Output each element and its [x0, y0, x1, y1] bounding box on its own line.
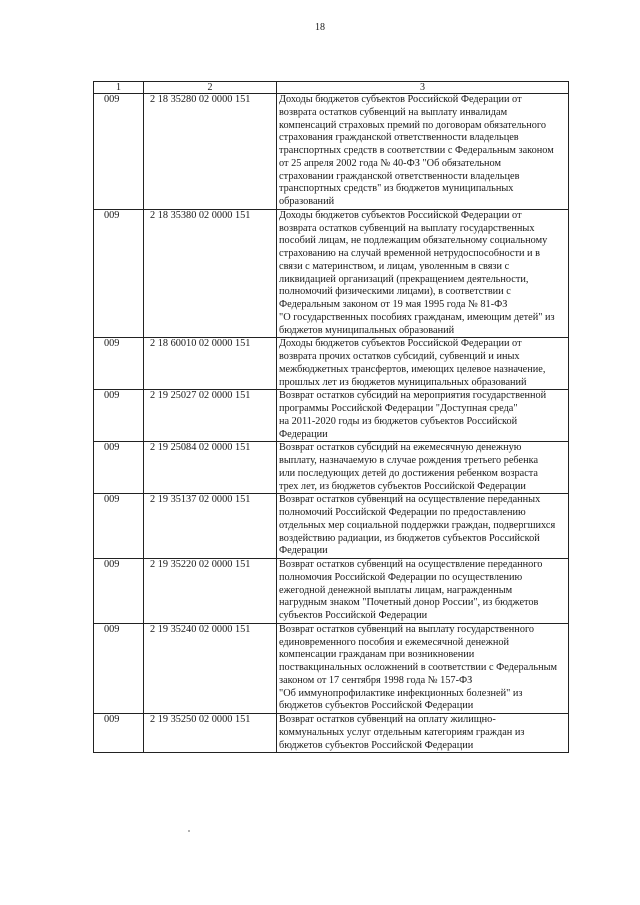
revenue-name-line: Возврат остатков субсидий на мероприятия государственной	[279, 390, 547, 402]
revenue-name-cell	[277, 94, 569, 210]
revenue-name-line: пособий лицам, не подлежащим обязательному социальному	[279, 235, 548, 247]
revenue-name-line: Возврат остатков субвенций на осуществление переданных	[279, 494, 541, 506]
revenue-code-cell: 2 19 35137 02 0000 151	[144, 494, 277, 559]
revenue-name-line: компенсаций страховых премий по договорам обязательного	[279, 119, 546, 131]
revenue-name-line: прошлых лет из бюджетов муниципальных образований	[279, 376, 527, 388]
revenue-name-line: на 2011-2020 годы из бюджетов субъектов Российской	[279, 415, 518, 427]
revenue-name-line: "О государственных пособиях гражданам, имеющим детей" из	[279, 311, 555, 323]
revenue-name-line: полномочия Российской Федерации по осуществлению	[279, 571, 523, 583]
revenue-name-line: коммунальных услуг отдельным категориям граждан из	[279, 726, 525, 738]
revenue-name-line: страхования гражданской ответственности владельцев	[279, 132, 519, 144]
revenue-name-line: субъектов Российской Федерации	[279, 610, 428, 621]
table-body	[94, 94, 569, 753]
admin-code-cell: 009	[94, 442, 144, 494]
revenue-name-line: бюджетов муниципальных образований	[279, 324, 455, 336]
revenue-name-line: Доходы бюджетов субъектов Российской Федерации от	[279, 338, 522, 350]
table-row	[94, 442, 569, 494]
table-row	[94, 94, 569, 210]
revenue-name-line: Возврат остатков субвенций на выплату государственного	[279, 623, 535, 635]
table-row	[94, 623, 569, 713]
revenue-code-cell: 2 19 35220 02 0000 151	[144, 559, 277, 624]
revenue-name-line: страхованию на случай временной нетрудоспособности и в	[279, 248, 540, 259]
revenue-name-line: полномочий Российской Федерации по предоставлению	[279, 507, 526, 518]
revenue-code-cell: 2 18 35380 02 0000 151	[144, 209, 277, 338]
revenue-name-line: воздействию радиации, из бюджетов субъектов Российской	[279, 532, 540, 544]
scan-speck	[188, 830, 190, 832]
revenue-name-line: "Об иммунопрофилактике инфекционных болезней" из	[279, 687, 523, 699]
revenue-name-cell	[277, 714, 569, 753]
revenue-code-cell: 2 18 60010 02 0000 151	[144, 338, 277, 390]
header-column-3: 3	[277, 82, 569, 94]
revenue-name-line: транспортных средств" из бюджетов муниципальных	[279, 183, 514, 195]
revenue-name-line: или последующих детей до достижения ребенком возраста	[279, 467, 538, 479]
revenue-name-line: нагрудным знаком "Почетный донор России", из бюджетов	[279, 597, 539, 609]
revenue-name-line: страховании гражданской ответственности владельцев	[279, 170, 520, 182]
revenue-name-line: бюджетов субъектов Российской Федерации	[279, 700, 474, 712]
revenue-name-line: Возврат остатков субвенций на оплату жилищно-	[279, 714, 496, 725]
admin-code-cell: 009	[94, 494, 144, 559]
revenue-name-line: ежегодной денежной выплаты лицам, награжденным	[279, 584, 513, 596]
revenue-name-line: выплату, назначаемую в случае рождения третьего ребенка	[279, 455, 539, 466]
revenue-name-line: связи с материнством, и лицам, уволенным в связи с	[279, 260, 510, 272]
table-row	[94, 209, 569, 338]
admin-code-cell: 009	[94, 559, 144, 624]
revenue-name-cell	[277, 209, 569, 338]
revenue-name-line: возврата остатков субвенций на выплату государственных	[279, 222, 535, 234]
revenue-name-line: от 25 апреля 2002 года № 40-ФЗ "Об обязательном	[279, 157, 502, 169]
admin-code-cell: 009	[94, 714, 144, 753]
revenue-name-line: законом от 17 сентября 1998 года № 157-ФЗ	[279, 674, 473, 686]
revenue-name-line: программы Российской Федерации "Доступная среда"	[279, 403, 518, 414]
admin-code-cell: 009	[94, 94, 144, 210]
revenue-name-line: возврата прочих остатков субсидий, субвенций и иных	[279, 351, 520, 362]
revenue-name-line: бюджетов субъектов Российской Федерации	[279, 739, 474, 751]
admin-code-cell: 009	[94, 623, 144, 713]
revenue-code-cell: 2 19 35240 02 0000 151	[144, 623, 277, 713]
table-row	[94, 559, 569, 624]
table-header-row	[94, 82, 569, 94]
table-row	[94, 390, 569, 442]
revenue-name-cell	[277, 338, 569, 390]
revenue-name-line: ликвидацией организаций (прекращением деятельности,	[279, 273, 529, 285]
revenue-name-line: возврата остатков субвенций на выплату инвалидам	[279, 106, 508, 118]
admin-code-cell: 009	[94, 390, 144, 442]
revenue-name-cell	[277, 390, 569, 442]
revenue-name-line: Возврат остатков субсидий на ежемесячную денежную	[279, 442, 522, 454]
revenue-name-cell	[277, 442, 569, 494]
revenue-name-line: отдельных мер социальной поддержки граждан, подвергшихся	[279, 519, 556, 531]
revenue-name-line: Доходы бюджетов субъектов Российской Федерации от	[279, 209, 522, 221]
revenue-name-line: поствакцинальных осложнений в соответствии с Федеральным	[279, 662, 558, 673]
admin-code-cell: 009	[94, 338, 144, 390]
table-row	[94, 494, 569, 559]
revenue-name-cell	[277, 494, 569, 559]
revenue-code-cell: 2 18 35280 02 0000 151	[144, 94, 277, 210]
revenue-name-line: транспортных средств в соответствии с Федеральным законом	[279, 145, 554, 156]
revenue-name-line: трех лет, из бюджетов субъектов Российской Федерации	[279, 480, 526, 492]
revenue-name-line: образований	[279, 196, 335, 207]
table-row	[94, 714, 569, 753]
revenue-code-cell: 2 19 25084 02 0000 151	[144, 442, 277, 494]
revenue-name-line: Федеральным законом от 19 мая 1995 года № 81-ФЗ	[279, 299, 508, 310]
page-number: 18	[315, 22, 325, 33]
revenue-name-line: Возврат остатков субвенций на осуществление переданного	[279, 559, 543, 570]
table-row	[94, 338, 569, 390]
header-column-2: 2	[144, 82, 277, 94]
revenue-code-cell: 2 19 25027 02 0000 151	[144, 390, 277, 442]
revenue-name-cell	[277, 559, 569, 624]
revenue-name-line: компенсации гражданам при возникновении	[279, 649, 475, 661]
revenue-name-line: Доходы бюджетов субъектов Российской Федерации от	[279, 94, 522, 105]
revenue-name-line: Федерации	[279, 545, 328, 557]
budget-codes-table	[93, 81, 569, 753]
revenue-name-line: полномочий физическими лицами), в соответствии с	[279, 286, 511, 298]
header-column-1: 1	[94, 82, 144, 94]
revenue-name-line: Федерации	[279, 428, 328, 440]
revenue-code-cell: 2 19 35250 02 0000 151	[144, 714, 277, 753]
admin-code-cell: 009	[94, 209, 144, 338]
revenue-name-line: межбюджетных трансфертов, имеющих целевое назначение,	[279, 363, 546, 375]
revenue-name-cell	[277, 623, 569, 713]
revenue-name-line: единовременного пособия и ежемесячной денежной	[279, 636, 510, 648]
